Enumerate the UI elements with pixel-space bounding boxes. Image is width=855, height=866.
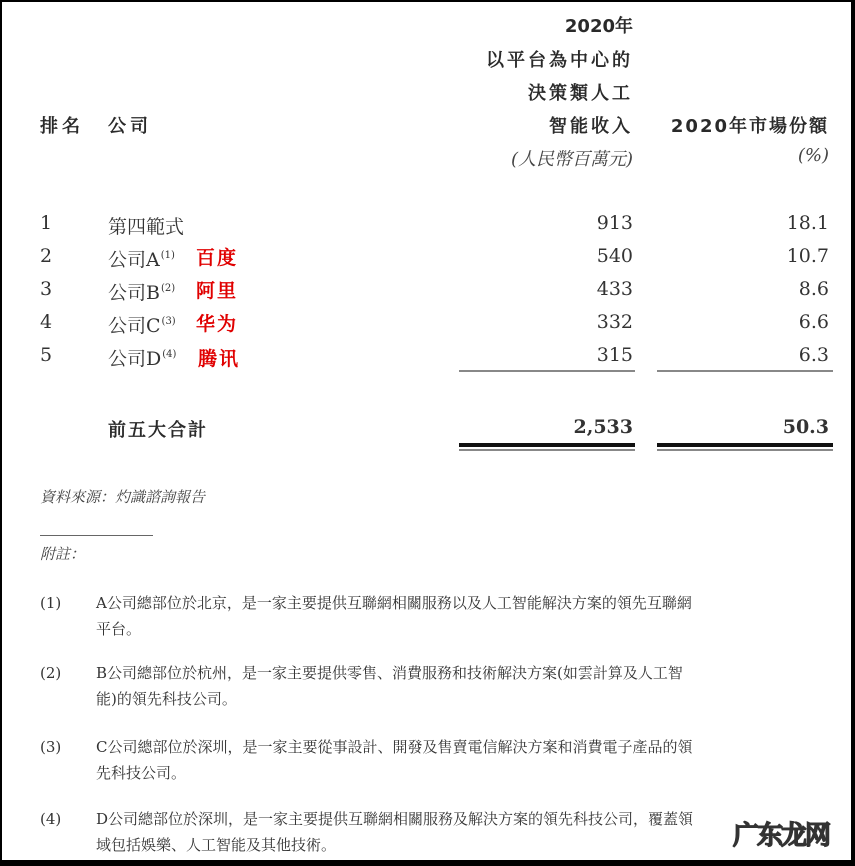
company-annotation: 百度 bbox=[196, 247, 239, 269]
subtotal-rule-share bbox=[657, 370, 833, 372]
row-rank: 1 bbox=[40, 212, 53, 234]
row-company: 第四範式 bbox=[108, 216, 185, 238]
row-revenue: 315 bbox=[596, 344, 633, 366]
footnote-line2: 先科技公司。 bbox=[96, 764, 187, 782]
row-share: 18.1 bbox=[786, 212, 829, 234]
row-revenue: 913 bbox=[596, 212, 633, 234]
footnote-line2: 能)的領先科技公司。 bbox=[96, 690, 237, 708]
header-rank: 排名 bbox=[40, 116, 84, 137]
row-revenue: 332 bbox=[596, 311, 633, 333]
row-company: 公司B$^{(2)}$ bbox=[108, 282, 176, 304]
source-note: 資料來源：灼識諮詢報告 bbox=[40, 488, 206, 506]
row-share: 10.7 bbox=[786, 245, 829, 267]
total-double-rule-share bbox=[657, 443, 833, 447]
row-revenue: 433 bbox=[596, 278, 633, 300]
row-company: 公司A$^{(1)}$ bbox=[108, 249, 175, 271]
subtotal-rule-revenue bbox=[459, 370, 635, 372]
footnote-ref[interactable]: (2) bbox=[160, 283, 176, 294]
header-share-unit: (%) bbox=[797, 145, 829, 166]
row-rank: 4 bbox=[40, 311, 53, 333]
footnote-line1: B公司總部位於杭州，是一家主要提供零售、消費服務和技術解決方案(如雲計算及人工智 bbox=[96, 664, 683, 682]
company-annotation: 阿里 bbox=[196, 280, 239, 302]
footnote-ref[interactable]: (4) bbox=[162, 349, 177, 360]
header-company: 公司 bbox=[108, 116, 152, 137]
footnote-line2: 域包括娛樂、人工智能及其他技術。 bbox=[96, 836, 337, 854]
header-revenue-unit: (人民幣百萬元) bbox=[510, 149, 633, 170]
footnote-number: (4) bbox=[40, 810, 62, 828]
total-revenue: 2,533 bbox=[573, 416, 633, 438]
document-page bbox=[2, 2, 851, 860]
notes-divider bbox=[40, 535, 153, 536]
footnote-ref[interactable]: (3) bbox=[161, 316, 176, 327]
row-revenue: 540 bbox=[596, 245, 633, 267]
footnote-line1: A公司總部位於北京，是一家主要提供互聯網相關服務以及人工智能解決方案的領先互聯網 bbox=[96, 594, 692, 612]
row-rank: 3 bbox=[40, 278, 53, 300]
header-revenue-line2: 以平台為中心的 bbox=[486, 50, 633, 71]
total-label: 前五大合計 bbox=[108, 420, 208, 441]
header-revenue-line3: 決策類人工 bbox=[528, 83, 633, 104]
row-rank: 5 bbox=[40, 344, 53, 366]
row-share: 6.6 bbox=[798, 311, 829, 333]
row-company: 公司D$^{(4)}$ bbox=[108, 348, 177, 370]
total-double-rule-revenue bbox=[459, 443, 635, 447]
company-annotation: 华为 bbox=[196, 313, 239, 335]
company-annotation: 腾讯 bbox=[198, 348, 241, 370]
watermark-logo: 广东龙网 bbox=[732, 821, 829, 851]
total-double-rule-share-2 bbox=[657, 449, 833, 451]
header-revenue-line1: 2020年 bbox=[564, 16, 633, 37]
footnote-ref[interactable]: (1) bbox=[160, 250, 175, 261]
header-revenue-line4: 智能收入 bbox=[549, 116, 633, 137]
row-share: 8.6 bbox=[798, 278, 829, 300]
footnote-line2: 平台。 bbox=[96, 620, 142, 638]
row-rank: 2 bbox=[40, 245, 53, 267]
footnote-number: (1) bbox=[40, 594, 62, 612]
row-company: 公司C$^{(3)}$ bbox=[108, 315, 176, 337]
header-share: 2020年市場份額 bbox=[670, 116, 829, 137]
footnote-number: (3) bbox=[40, 738, 62, 756]
footnote-number: (2) bbox=[40, 664, 62, 682]
total-share: 50.3 bbox=[782, 416, 829, 438]
total-double-rule-revenue-2 bbox=[459, 449, 635, 451]
row-share: 6.3 bbox=[798, 344, 829, 366]
footnote-line1: D公司總部位於深圳，是一家主要提供互聯網相關服務及解決方案的領先科技公司，覆蓋領 bbox=[96, 810, 694, 828]
footnote-line1: C公司總部位於深圳，是一家主要從事設計、開發及售賣電信解決方案和消費電子產品的領 bbox=[96, 738, 693, 756]
notes-title: 附註： bbox=[40, 545, 86, 563]
